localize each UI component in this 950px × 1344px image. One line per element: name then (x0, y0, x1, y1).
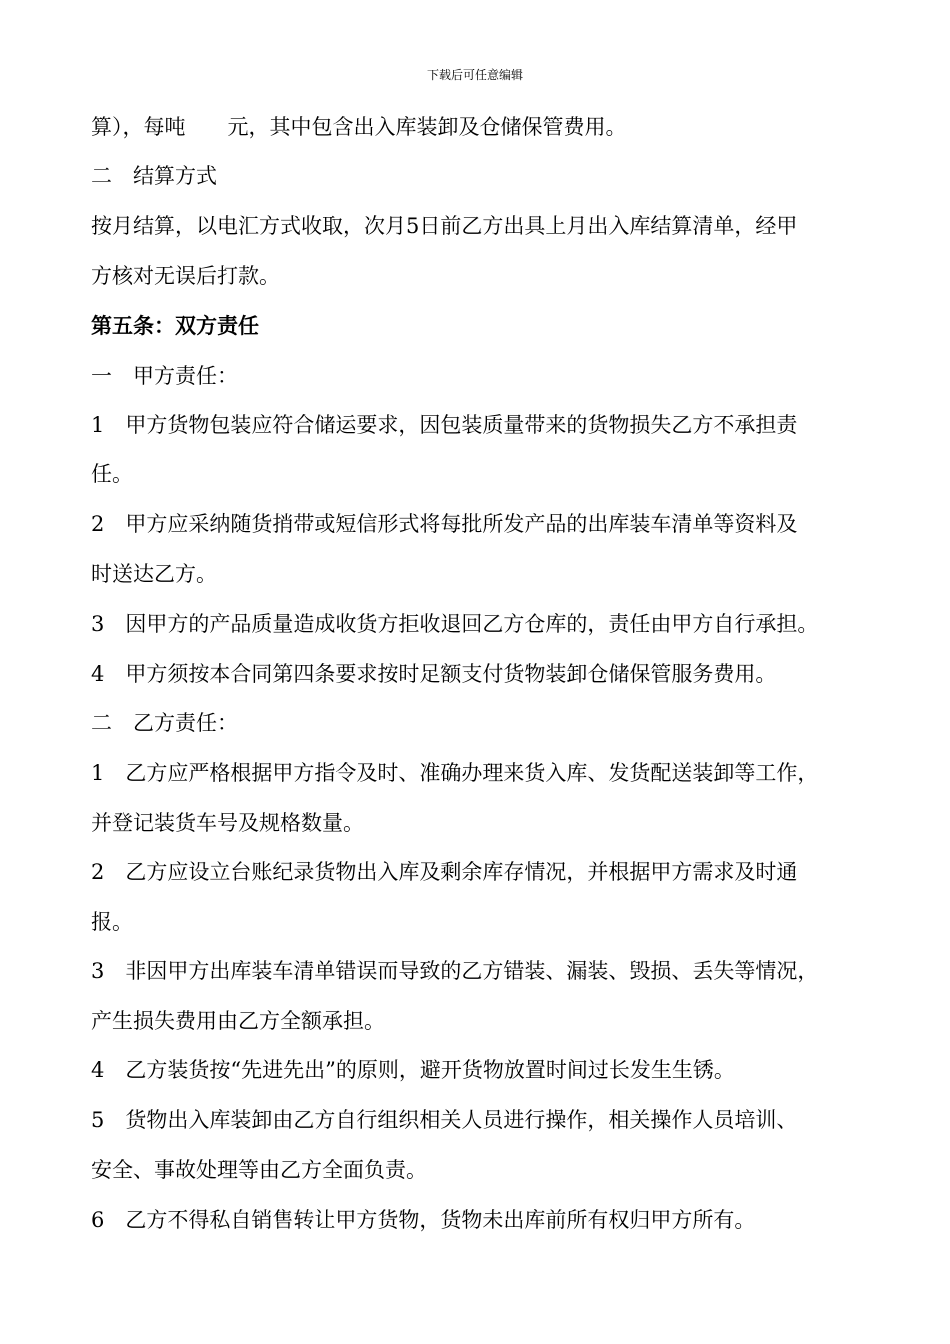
text-line: 算），每吨 元，其中包含出入库装卸及仓储保管费用。 (91, 115, 627, 139)
text-line: 1 甲方货物包装应符合储运要求，因包装质量带来的货物损失乙方不承担责 (91, 413, 798, 437)
header-note: 下载后可任意编辑 (426, 68, 523, 82)
text-line: 按月结算，以电汇方式收取，次月5日前乙方出具上月出入库结算清单，经甲 (91, 214, 798, 238)
text-line: 3 因甲方的产品质量造成收货方拒收退回乙方仓库的，责任由甲方自行承担。 (91, 612, 819, 636)
text-line: 6 乙方不得私自销售转让甲方货物，货物未出库前所有权归甲方所有。 (91, 1208, 756, 1232)
text-line: 任。 (91, 462, 133, 486)
text-line: 5 货物出入库装卸由乙方自行组织相关人员进行操作，相关操作人员培训、 (91, 1108, 798, 1132)
text-line: 2 乙方应设立台账纪录货物出入库及剩余库存情况，并根据甲方需求及时通 (91, 860, 798, 884)
article-heading: 第五条：双方责任 (91, 313, 259, 338)
text-line: 报。 (91, 910, 133, 934)
text-line: 1 乙方应严格根据甲方指令及时、准确办理来货入库、发货配送装卸等工作， (91, 761, 819, 785)
text-line: 4 甲方须按本合同第四条要求按时足额支付货物装卸仓储保管服务费用。 (91, 662, 777, 686)
section-heading: 二 乙方责任： (91, 711, 238, 735)
text-line: 安全、事故处理等由乙方全面负责。 (91, 1158, 427, 1182)
text-line: 方核对无误后打款。 (91, 264, 280, 288)
text-line: 4 乙方装货按“先进先出”的原则，避开货物放置时间过长发生生锈。 (91, 1058, 735, 1082)
text-line: 3 非因甲方出库装车清单错误而导致的乙方错装、漏装、毁损、丢失等情况， (91, 959, 819, 983)
text-line: 2 甲方应采纳随货捎带或短信形式将每批所发产品的出库装车清单等资料及 (91, 512, 798, 536)
section-heading: 一 甲方责任： (91, 364, 238, 388)
text-line: 产生损失费用由乙方全额承担。 (91, 1009, 385, 1033)
text-line: 并登记装货车号及规格数量。 (91, 811, 364, 835)
text-line: 时送达乙方。 (91, 562, 217, 586)
section-heading: 二 结算方式 (91, 164, 217, 188)
